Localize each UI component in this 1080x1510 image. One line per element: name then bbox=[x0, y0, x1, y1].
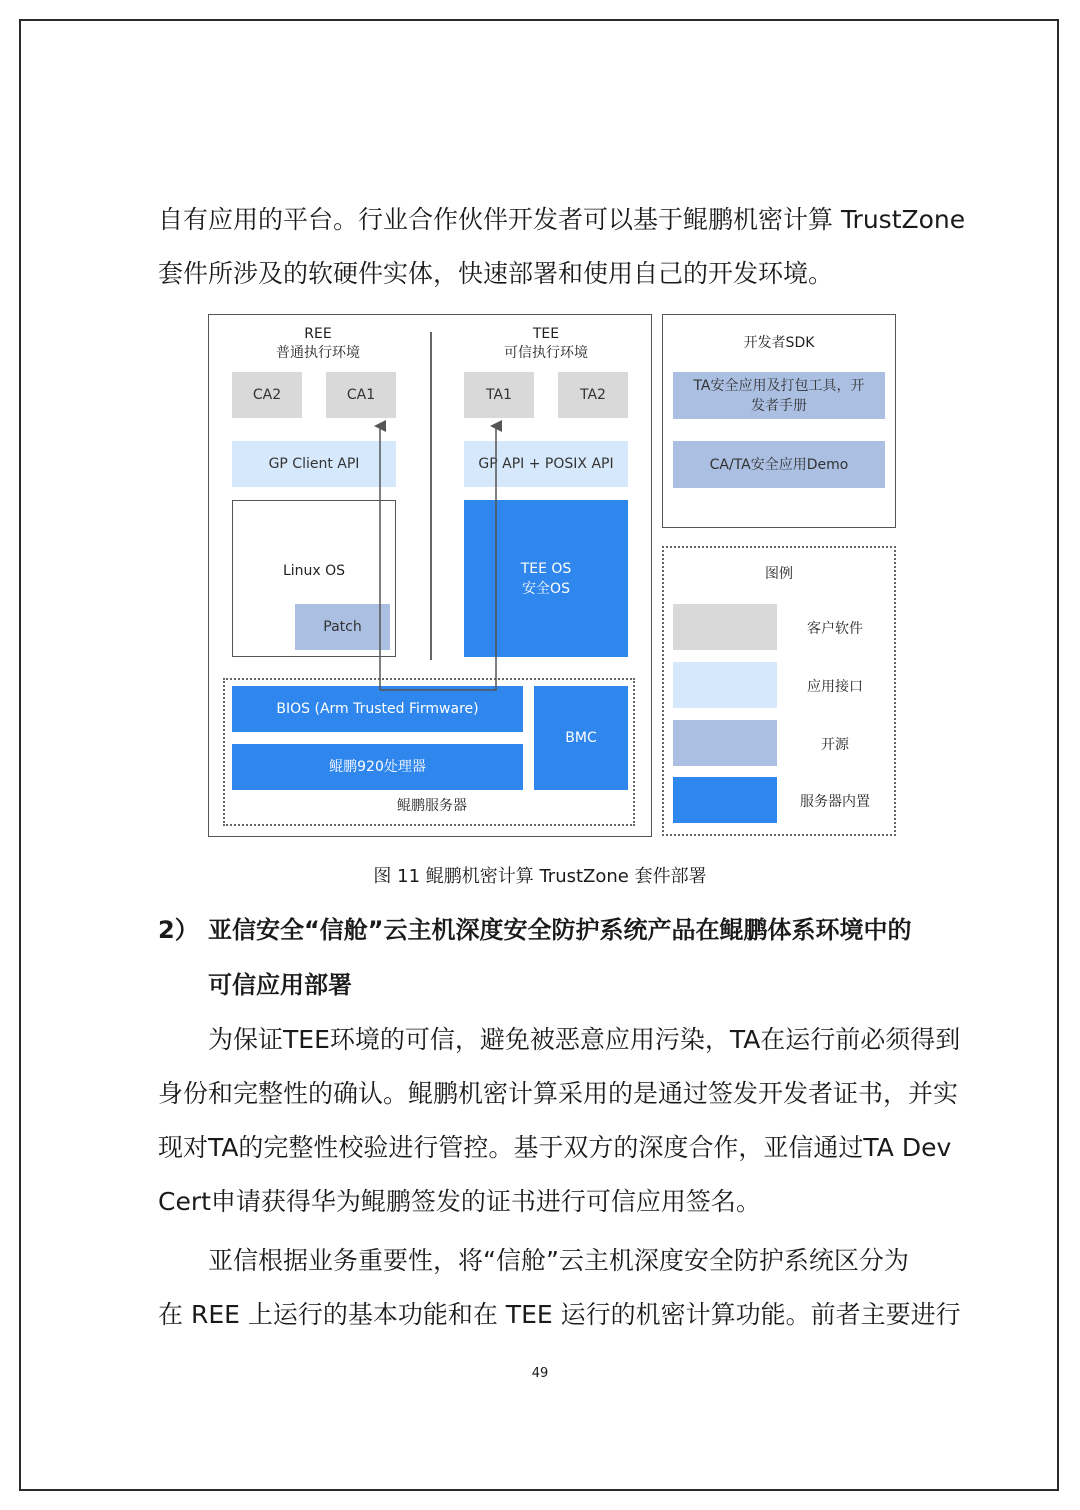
figure-caption: 图 11 鲲鹏机密计算 TrustZone 套件部署 bbox=[373, 866, 707, 887]
ree-title: REE bbox=[304, 326, 332, 342]
ree-subtitle: 普通执行环境 bbox=[276, 345, 360, 361]
bios-box: BIOS (Arm Trusted Firmware) bbox=[232, 686, 523, 732]
linux-os-box: Linux OS bbox=[232, 500, 396, 657]
heading-line2: 可信应用部署 bbox=[208, 971, 352, 999]
text-line: 自有应用的平台。行业合作伙伴开发者可以基于鲲鹏机密计算 TrustZone bbox=[158, 205, 966, 234]
sdk-tools-line2: 发者手册 bbox=[751, 397, 807, 414]
sdk-tools-box bbox=[673, 372, 885, 419]
tee-title: TEE bbox=[532, 326, 560, 342]
paragraph-certification bbox=[158, 1013, 961, 1229]
legend-label-client: 客户软件 bbox=[807, 621, 863, 637]
legend-label-opensource: 开源 bbox=[821, 737, 849, 753]
legend-title: 图例 bbox=[765, 566, 793, 582]
legend-swatch-server bbox=[673, 777, 777, 823]
sdk-title: 开发者SDK bbox=[743, 335, 815, 351]
page-number: 49 bbox=[531, 1366, 549, 1381]
paragraph-deployment bbox=[158, 1234, 961, 1342]
gp-api-posix-box: GP API + POSIX API bbox=[464, 441, 628, 487]
sdk-demo-box: CA/TA安全应用Demo bbox=[673, 441, 885, 488]
ta1-box: TA1 bbox=[464, 372, 534, 418]
heading-number: 2） bbox=[158, 916, 199, 944]
legend-swatch-client bbox=[673, 604, 777, 650]
server-label: 鲲鹏服务器 bbox=[397, 798, 467, 814]
legend-swatch-interface bbox=[673, 662, 777, 708]
gp-client-api-box: GP Client API bbox=[232, 441, 396, 487]
text-line: 亚信根据业务重要性，将“信舱”云主机深度安全防护系统区分为 bbox=[208, 1246, 909, 1275]
ta2-box: TA2 bbox=[558, 372, 628, 418]
section-heading bbox=[158, 903, 938, 1013]
legend-label-interface: 应用接口 bbox=[807, 679, 863, 695]
text-line: Cert申请获得华为鲲鹏签发的证书进行可信应用签名。 bbox=[158, 1187, 761, 1216]
text-line: 为保证TEE环境的可信，避免被恶意应用污染，TA在运行前必须得到 bbox=[208, 1025, 961, 1054]
sdk-tools-line1: TA安全应用及打包工具，开 bbox=[693, 377, 865, 394]
tee-subtitle: 可信执行环境 bbox=[504, 345, 588, 361]
ca1-box: CA1 bbox=[326, 372, 396, 418]
bmc-box: BMC bbox=[534, 686, 628, 790]
patch-box: Patch bbox=[295, 604, 390, 650]
text-line: 现对TA的完整性校验进行管控。基于双方的深度合作，亚信通过TA Dev bbox=[158, 1133, 952, 1162]
legend-swatch-opensource bbox=[673, 720, 777, 766]
legend-label-server: 服务器内置 bbox=[800, 794, 870, 810]
text-line: 身份和完整性的确认。鲲鹏机密计算采用的是通过签发开发者证书，并实 bbox=[158, 1079, 959, 1108]
processor-box: 鲲鹏920处理器 bbox=[232, 744, 523, 790]
tee-os-line1: TEE OS bbox=[520, 560, 572, 577]
text-line: 套件所涉及的软硬件实体，快速部署和使用自己的开发环境。 bbox=[158, 259, 834, 288]
text-line: 在 REE 上运行的基本功能和在 TEE 运行的机密计算功能。前者主要进行 bbox=[158, 1300, 961, 1329]
heading-line1: 亚信安全“信舱”云主机深度安全防护系统产品在鲲鹏体系环境中的 bbox=[208, 916, 912, 944]
tee-os-line2: 安全OS bbox=[522, 580, 570, 597]
ca2-box: CA2 bbox=[232, 372, 302, 418]
